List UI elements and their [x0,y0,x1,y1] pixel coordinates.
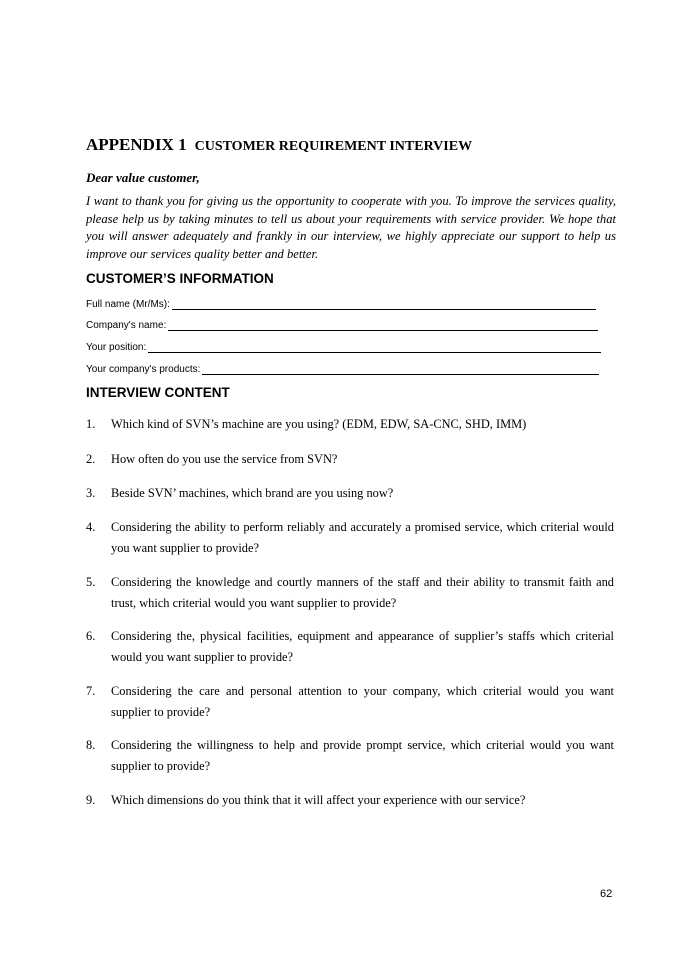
question-item [86,517,614,559]
field-label: Your position: [86,342,147,353]
question-text: Which dimensions do you think that it will affect your experience with our service? [111,793,526,807]
question-item [86,414,614,435]
question-item [86,449,614,470]
interview-heading: INTERVIEW CONTENT [86,385,230,400]
question-item [86,681,614,723]
page-number: 62 [600,888,613,900]
question-number: 8. [86,738,96,752]
full-name-input-line[interactable] [172,299,596,310]
full-name-field [86,296,596,310]
appendix-label: APPENDIX 1 [86,135,187,154]
field-label: Company's name: [86,320,167,331]
company-name-input-line[interactable] [168,320,598,331]
question-text: Considering the, physical facilities, equipment and appearance of supplier’s staffs which criterial would you want supplier to provide? [111,629,614,664]
question-number: 2. [86,452,96,466]
question-item [86,572,614,614]
question-text: Beside SVN’ machines, which brand are you using now? [111,486,394,500]
question-number: 7. [86,684,96,698]
question-text: Which kind of SVN’s machine are you using? (EDM, EDW, SA-CNC, SHD, IMM) [111,417,527,431]
question-text: How often do you use the service from SVN? [111,452,338,466]
field-label: Your company's products: [86,364,201,375]
title-heading: CUSTOMER REQUIREMENT INTERVIEW [194,139,473,154]
question-number: 5. [86,575,96,589]
field-label: Full name (Mr/Ms): [86,299,170,310]
products-input-line[interactable] [202,364,599,375]
question-item [86,483,614,504]
question-text: Considering the knowledge and courtly manners of the staff and their ability to transmit faith and trust, which criterial would you want supplier to provide? [111,575,614,610]
question-item [86,790,614,811]
question-item [86,735,614,777]
question-number: 6. [86,629,96,643]
position-field [86,339,601,353]
question-text: Considering the willingness to help and provide prompt service, which criterial would you want supplier to provide? [111,738,614,773]
products-field [86,361,599,375]
question-number: 1. [86,417,96,431]
question-item [86,626,614,668]
position-input-line[interactable] [148,342,601,353]
question-number: 3. [86,486,96,500]
question-number: 4. [86,520,96,534]
question-number: 9. [86,793,96,807]
intro-paragraph: I want to thank you for giving us the opportunity to cooperate with you. To improve the services quality, please help us by taking minutes to tell us about your requirements with service provider. We hope that you will answer adequately and frankly in our interview, we highly appreciate our support to help us improve our services quality better and better. [86,194,616,261]
company-name-field [86,317,598,331]
question-text: Considering the ability to perform reliably and accurately a promised service, which criterial would you want supplier to provide? [111,520,614,555]
customer-info-heading: CUSTOMER’S INFORMATION [86,271,274,286]
greeting: Dear value customer, [86,170,200,185]
question-text: Considering the care and personal attention to your company, which criterial would you want supplier to provide? [111,684,614,719]
page-title [86,121,472,158]
